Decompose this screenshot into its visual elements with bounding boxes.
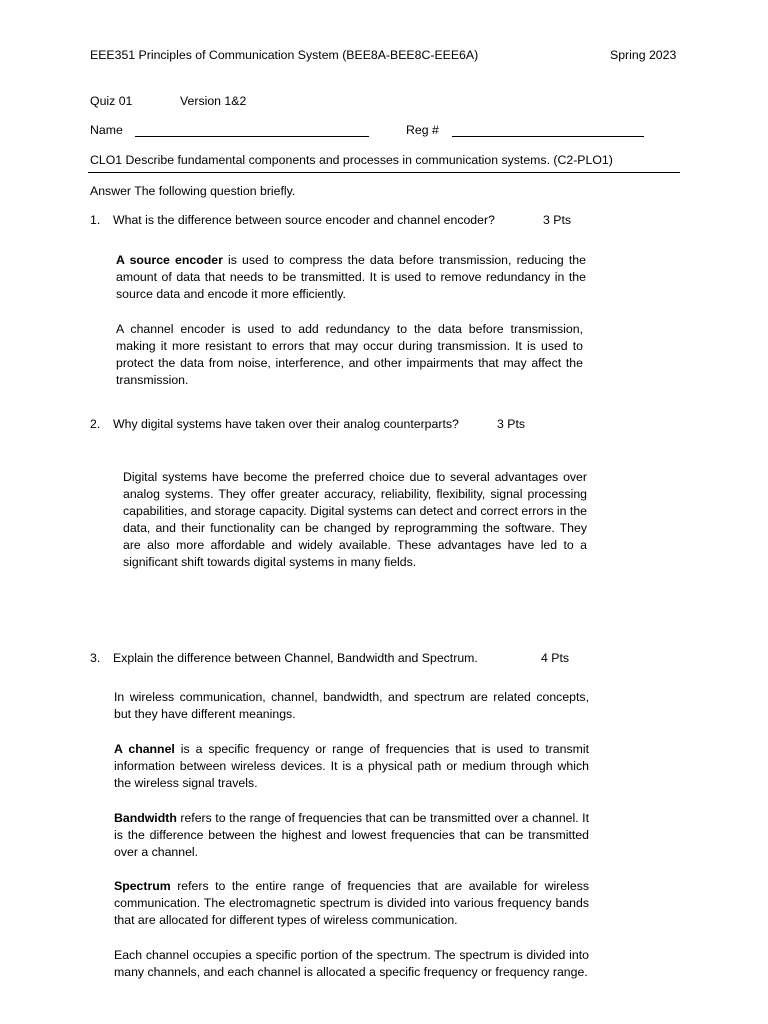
term-spectrum: Spectrum (114, 879, 171, 893)
term-label: Spring 2023 (610, 48, 677, 62)
version-label: Version 1&2 (180, 94, 247, 108)
instruction: Answer The following question briefly. (90, 184, 296, 198)
name-label: Name (90, 123, 123, 137)
answer-3-paragraph-5: Each channel occupies a specific portion of the spectrum. The spectrum is divided into many channels, and each channel is allocated a specific frequency or frequency range. (114, 948, 589, 979)
question-2-text: Why digital systems have taken over their analog counterparts? (113, 417, 459, 431)
course-title: EEE351 Principles of Communication System (BEE8A-BEE8C-EEE6A) (90, 48, 479, 62)
reg-field[interactable] (452, 124, 644, 137)
question-2-points: 3 Pts (497, 417, 526, 431)
question-1-text: What is the difference between source encoder and channel encoder? (113, 213, 495, 227)
question-2-number: 2. (90, 417, 101, 431)
answer-2-paragraph-1: Digital systems have become the preferred choice due to several advantages over analog systems. They offer greater accuracy, reliability, flexibility, signal processing capabilities, and storage capacity. Digital systems can detect and correct errors in the data, and their functionality can be changed by reprogramming the software. They are also more affordable and widely available. These advantages have led to a significant shift towards digital systems in many fields. (123, 470, 587, 569)
name-field[interactable] (135, 124, 369, 137)
answer-1-paragraph-1: A source encoder is used to compress the data before transmission, reducing the amount of data that needs to be transmitted. It is used to remove redundancy in the source data and encode it more efficiently. (116, 253, 586, 301)
question-3-text: Explain the difference between Channel, Bandwidth and Spectrum. (113, 651, 478, 665)
divider (88, 172, 680, 173)
term-bandwidth: Bandwidth (114, 811, 177, 825)
question-1-points: 3 Pts (543, 213, 572, 227)
question-1-number: 1. (90, 213, 101, 227)
quiz-label: Quiz 01 (90, 94, 133, 108)
term-channel: A channel (114, 742, 175, 756)
answer-3-paragraph-2: A channel is a specific frequency or range of frequencies that is used to transmit information between wireless devices. It is a physical path or medium through which the wireless signal travels. (114, 742, 589, 790)
question-3-number: 3. (90, 651, 101, 665)
answer-3-paragraph-1: In wireless communication, channel, bandwidth, and spectrum are related concepts, but they have different meanings. (114, 690, 589, 721)
reg-label: Reg # (406, 123, 439, 137)
answer-3-paragraph-3: Bandwidth refers to the range of frequencies that can be transmitted over a channel. It is the difference between the highest and lowest frequencies that can be transmitted over a channel. (114, 811, 589, 859)
answer-3-paragraph-4: Spectrum refers to the entire range of frequencies that are available for wireless communication. The electromagnetic spectrum is divided into various frequency bands that are allocated for different types of wireless communication. (114, 879, 589, 927)
answer-1-paragraph-2: A channel encoder is used to add redundancy to the data before transmission, making it more resistant to errors that may occur during transmission. It is used to protect the data from noise, interference, and other impairments that may affect the transmission. (116, 322, 583, 387)
question-3-points: 4 Pts (541, 651, 570, 665)
term-source-encoder: A source encoder (116, 253, 223, 267)
clo-statement: CLO1 Describe fundamental components and processes in communication systems. (C2-PLO1) (90, 153, 613, 167)
